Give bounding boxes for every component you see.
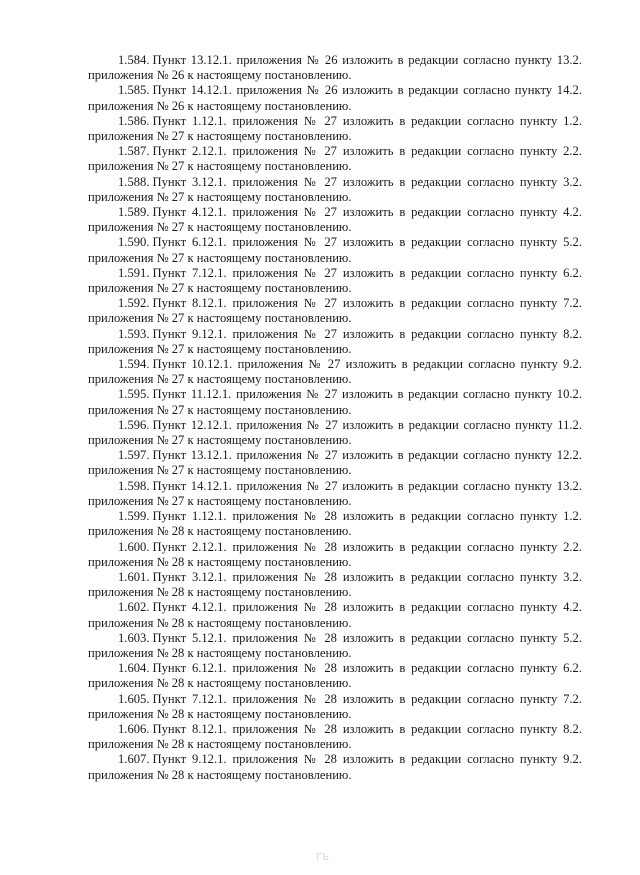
list-item (88, 387, 582, 417)
item-text: Пункт 4.12.1. приложения № 27 изложить в редакции согласно пункту 4.2. приложения № 27 к настоящему постановлению. (88, 205, 582, 235)
item-text: Пункт 10.12.1. приложения № 27 изложить в редакции согласно пункту 9.2. приложения № 27 к настоящему постановлению. (88, 357, 582, 387)
item-number: 1.599. (118, 509, 150, 524)
item-text: Пункт 1.12.1. приложения № 27 изложить в редакции согласно пункту 1.2. приложения № 27 к настоящему постановлению. (88, 113, 582, 144)
list-item (88, 235, 582, 265)
item-number: 1.607. (118, 752, 150, 767)
item-text: Пункт 2.12.1. приложения № 27 изложить в редакции согласно пункту 2.2. приложения № 27 к настоящему постановлению. (88, 144, 582, 174)
list-item (88, 418, 582, 448)
item-number: 1.603. (118, 630, 150, 645)
item-number: 1.584. (118, 53, 150, 67)
list-item (88, 540, 582, 570)
item-number: 1.590. (118, 235, 150, 250)
item-text: Пункт 4.12.1. приложения № 28 изложить в редакции согласно пункту 4.2. приложения № 28 к настоящему постановлению. (88, 600, 582, 630)
list-item (88, 53, 582, 83)
list-item (88, 692, 582, 722)
item-text: Пункт 3.12.1. приложения № 27 изложить в редакции согласно пункту 3.2. приложения № 27 к настоящему постановлению. (88, 174, 582, 204)
item-text: Пункт 2.12.1. приложения № 28 изложить в редакции согласно пункту 2.2. приложения № 28 к настоящему постановлению. (88, 539, 582, 569)
list-item (88, 570, 582, 600)
item-text: Пункт 11.12.1. приложения № 27 изложить в редакции согласно пункту 10.2. приложения № 27 к настоящему постановлению. (88, 387, 582, 417)
item-text: Пункт 14.12.1. приложения № 27 изложить в редакции согласно пункту 13.2. приложения № 27 к настоящему постановлению. (88, 478, 582, 508)
list-item (88, 752, 582, 782)
list-item (88, 144, 582, 174)
item-number: 1.597. (118, 448, 150, 463)
item-number: 1.604. (118, 661, 150, 676)
item-number: 1.598. (118, 478, 150, 493)
list-item (88, 479, 582, 509)
item-text: Пункт 8.12.1. приложения № 27 изложить в редакции согласно пункту 7.2. приложения № 27 к настоящему постановлению. (88, 296, 582, 326)
list-item (88, 296, 582, 326)
list-item (88, 631, 582, 661)
item-text: Пункт 1.12.1. приложения № 28 изложить в редакции согласно пункту 1.2. приложения № 28 к настоящему постановлению. (88, 509, 582, 539)
item-text: Пункт 3.12.1. приложения № 28 изложить в редакции согласно пункту 3.2. приложения № 28 к настоящему постановлению. (88, 569, 582, 600)
list-item (88, 448, 582, 478)
item-number: 1.586. (118, 113, 150, 128)
item-text: Пункт 6.12.1. приложения № 27 изложить в редакции согласно пункту 5.2. приложения № 27 к настоящему постановлению. (88, 235, 582, 265)
item-number: 1.596. (118, 417, 150, 432)
list-item (88, 175, 582, 205)
item-number: 1.601. (118, 569, 150, 584)
list-item (88, 722, 582, 752)
item-number: 1.594. (118, 357, 150, 372)
item-number: 1.592. (118, 296, 150, 311)
list-item (88, 600, 582, 630)
item-text: Пункт 7.12.1. приложения № 28 изложить в редакции согласно пункту 7.2. приложения № 28 к настоящему постановлению. (88, 691, 582, 721)
item-text: Пункт 9.12.1. приложения № 28 изложить в редакции согласно пункту 9.2. приложения № 28 к настоящему постановлению. (88, 752, 582, 782)
item-number: 1.588. (118, 174, 150, 189)
item-number: 1.602. (118, 600, 150, 615)
list-item (88, 357, 582, 387)
list-item (88, 327, 582, 357)
list-item (88, 205, 582, 235)
item-text: Пункт 13.12.1. приложения № 27 изложить в редакции согласно пункту 12.2. приложения № 27 к настоящему постановлению. (88, 448, 582, 478)
item-number: 1.593. (118, 326, 150, 341)
item-number: 1.605. (118, 691, 150, 706)
item-number: 1.587. (118, 144, 150, 159)
item-number: 1.606. (118, 721, 150, 736)
item-text: Пункт 13.12.1. приложения № 26 изложить в редакции согласно пункту 13.2. приложения № 26 к настоящему постановлению. (88, 53, 582, 83)
list-item (88, 114, 582, 144)
list-item (88, 509, 582, 539)
item-text: Пункт 9.12.1. приложения № 27 изложить в редакции согласно пункту 8.2. приложения № 27 к настоящему постановлению. (88, 326, 582, 356)
document-body (88, 53, 582, 783)
item-number: 1.589. (118, 205, 150, 220)
item-text: Пункт 5.12.1. приложения № 28 изложить в редакции согласно пункту 5.2. приложения № 28 к настоящему постановлению. (88, 630, 582, 660)
list-item (88, 661, 582, 691)
list-item (88, 83, 582, 113)
item-text: Пункт 14.12.1. приложения № 26 изложить в редакции согласно пункту 14.2. приложения № 26 к настоящему постановлению. (88, 83, 582, 113)
item-number: 1.585. (118, 83, 150, 98)
item-number: 1.591. (118, 265, 150, 280)
item-text: Пункт 8.12.1. приложения № 28 изложить в редакции согласно пункту 8.2. приложения № 28 к настоящему постановлению. (88, 721, 582, 752)
page-footer-mark: ҐЪ (316, 853, 329, 863)
item-number: 1.595. (118, 387, 150, 402)
item-number: 1.600. (118, 539, 150, 554)
item-text: Пункт 12.12.1. приложения № 27 изложить в редакции согласно пункту 11.2. приложения № 27 к настоящему постановлению. (88, 417, 582, 448)
item-text: Пункт 6.12.1. приложения № 28 изложить в редакции согласно пункту 6.2. приложения № 28 к настоящему постановлению. (88, 661, 582, 691)
list-item (88, 266, 582, 296)
item-text: Пункт 7.12.1. приложения № 27 изложить в редакции согласно пункту 6.2. приложения № 27 к настоящему постановлению. (88, 265, 582, 296)
